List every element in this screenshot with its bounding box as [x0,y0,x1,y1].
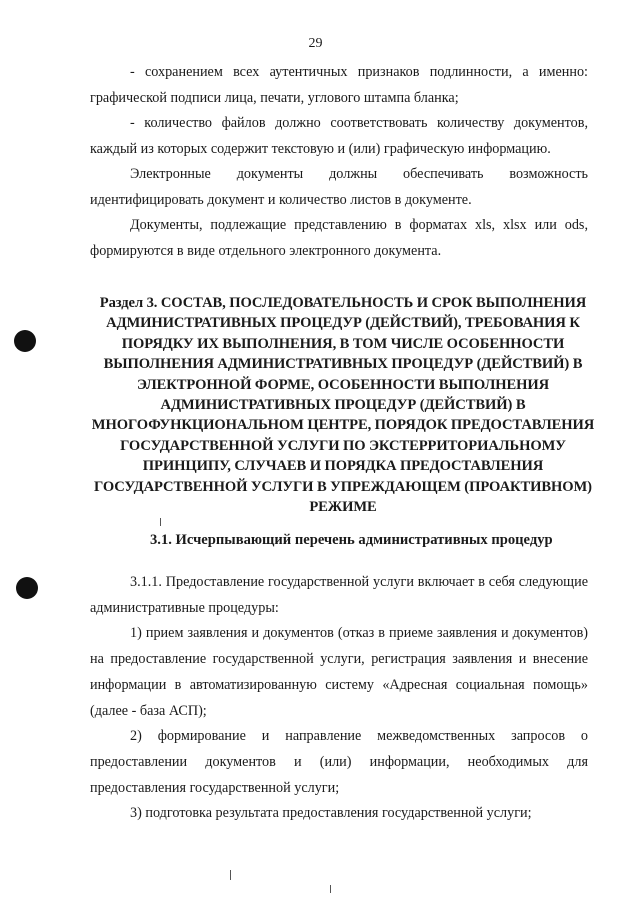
punch-hole-bottom [16,577,38,599]
subsection-heading: 3.1. Исчерпывающий перечень административных процедур [150,532,553,548]
scan-speck [330,885,331,893]
list-item: 3) подготовка результата предоставления государственной услуги; [130,805,532,821]
page-number: 29 [308,36,323,51]
punch-hole-top [14,330,36,352]
paragraph: 3.1.1. Предоставление государственной услуги включает в себя следующие административные процедуры: [90,574,588,616]
list-item: 1) прием заявления и документов (отказ в приеме заявления и документов) на предоставление государственной услуги, регистрация заявления и внесение информации в автоматизированную систему «Адресная социальная помощь» (далее - база АСП); [90,625,588,719]
section-heading: Раздел 3. СОСТАВ, ПОСЛЕДОВАТЕЛЬНОСТЬ И СРОК ВЫПОЛНЕНИЯ АДМИНИСТРАТИВНЫХ ПРОЦЕДУР (ДЕЙСТВИЙ), ТРЕБОВАНИЯ К ПОРЯДКУ ИХ ВЫПОЛНЕНИЯ, В ТОМ ЧИСЛЕ ОСОБЕННОСТИ ВЫПОЛНЕНИЯ АДМИНИСТРАТИВНЫХ ПРОЦЕДУР (ДЕЙСТВИЙ) В ЭЛЕКТРОННОЙ ФОРМЕ, ОСОБЕННОСТИ ВЫПОЛНЕНИЯ АДМИНИСТРАТИВНЫХ ПРОЦЕДУР (ДЕЙСТВИЙ) В МНОГОФУНКЦИОНАЛЬНОМ ЦЕНТРЕ, ПОРЯДОК ПРЕДОСТАВЛЕНИЯ ГОСУДАРСТВЕННОЙ УСЛУГИ ПО ЭКСТЕРРИТОРИАЛЬНОМУ ПРИНЦИПУ, СЛУЧАЕВ И ПОРЯДКА ПРЕДОСТАВЛЕНИЯ ГОСУДАРСТВЕННОЙ УСЛУГИ В УПРЕЖДАЮЩЕМ (ПРОАКТИВНОМ) РЕЖИМЕ [91,295,595,516]
scan-speck [160,518,161,526]
paragraph: Документы, подлежащие представлению в форматах xls, xlsx или ods, формируются в виде отдельного электронного документа. [90,217,588,259]
paragraph: Электронные документы должны обеспечивать возможность идентифицировать документ и количество листов в документе. [90,166,588,208]
paragraph: - сохранением всех аутентичных признаков подлинности, а именно: графической подписи лица, печати, углового штампа бланка; [90,64,588,106]
scan-speck [230,870,231,880]
list-item: 2) формирование и направление межведомственных запросов о предоставлении документов и (или) информации, необходимых для предоставления государственной услуги; [90,728,588,796]
paragraph: - количество файлов должно соответствовать количеству документов, каждый из которых содержит текстовую и (или) графическую информацию. [90,115,588,157]
